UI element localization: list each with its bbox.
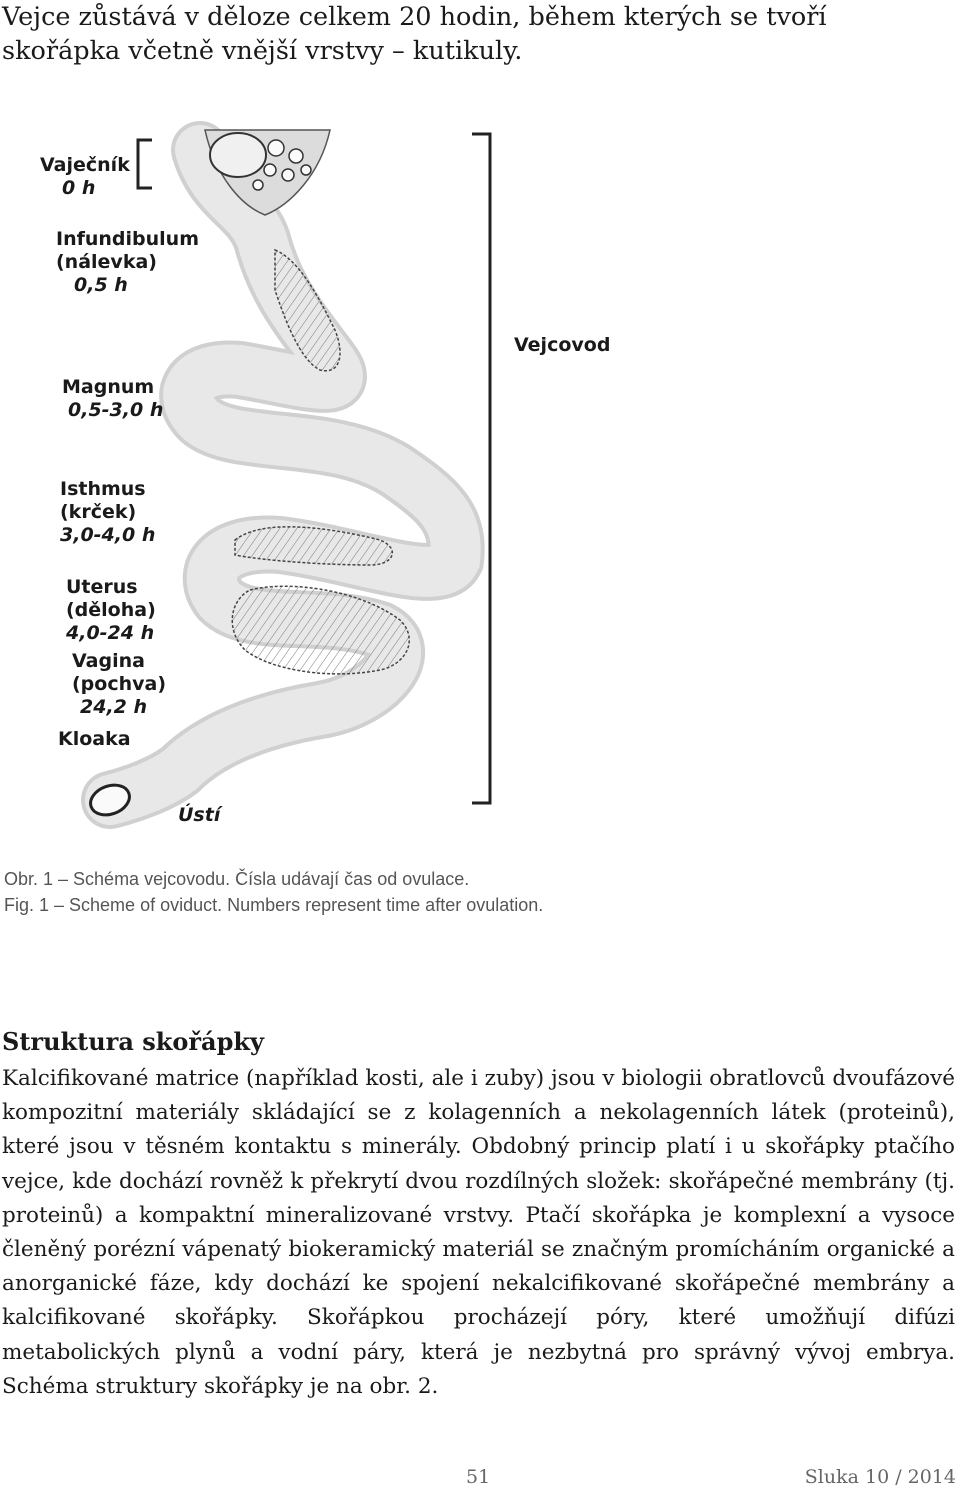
ovary-bracket [138, 140, 152, 188]
ovary-follicle [210, 133, 266, 177]
page-number: 51 [466, 1466, 491, 1488]
label-vejcovod: Vejcovod [514, 334, 611, 356]
intro-paragraph: Vejce zůstává v děloze celkem 20 hodin, během kterých se tvoří skořápka včetně vnější vrstvy – kutikuly. [2, 2, 827, 66]
oviduct-figure [0, 120, 700, 860]
figure-caption [4, 866, 543, 918]
label-infundibulum: Infundibulum (nálevka) 0,5 h [56, 228, 199, 296]
label-isthmus: Isthmus (krček) 3,0-4,0 h [60, 478, 156, 546]
label-magnum: Magnum 0,5-3,0 h [62, 376, 164, 421]
caption-en: Fig. 1 – Scheme of oviduct. Numbers represent time after ovulation. [4, 895, 544, 915]
label-kloaka: Kloaka [58, 728, 131, 750]
label-vajecnik: Vaječník 0 h [40, 154, 130, 199]
oviduct-bracket [472, 134, 490, 803]
label-uterus: Uterus (děloha) 4,0-24 h [66, 576, 156, 644]
label-usti: Ústí [178, 804, 221, 826]
issue-label: Sluka 10 / 2014 [804, 1466, 956, 1488]
label-vagina: Vagina (pochva) 24,2 h [72, 650, 167, 718]
egg-in-isthmus [235, 527, 392, 565]
egg-in-uterus [232, 586, 409, 674]
section-body: Kalcifikované matrice (například kosti, ale i zuby) jsou v biologii obratlovců dvoufázové kompozitní materiály skládající se z kolagenních a nekolagenních látek (proteinů), které jsou v těsném kontaktu s minerály. Obdobný princip platí i u skořápky ptačího vejce, kde dochází rovněž k překrytí dvou rozdílných složek: skořápečné membrány (tj. proteinů) a kompaktní mineralizované vrstvy. Ptačí skořápka je komplexní a vysoce členěný porézní vápenatý biokeramický materiál se značným promícháním organické a anorganické fáze, kdy dochází ke spojení nekalcifikované skořápečné membrány a kalcifikované skořápky. Skořápkou procházejí póry, které umožňují difúzi metabolických plynů a vodní páry, která je nezbytná pro správný vývoj embrya. Schéma struktury skořápky je na obr. 2. [2, 1066, 955, 1399]
page-footer [0, 1466, 960, 1492]
section-heading: Struktura skořápky [2, 1027, 264, 1056]
caption-cz: Obr. 1 – Schéma vejcovodu. Čísla udávají čas od ovulace. [4, 869, 470, 889]
